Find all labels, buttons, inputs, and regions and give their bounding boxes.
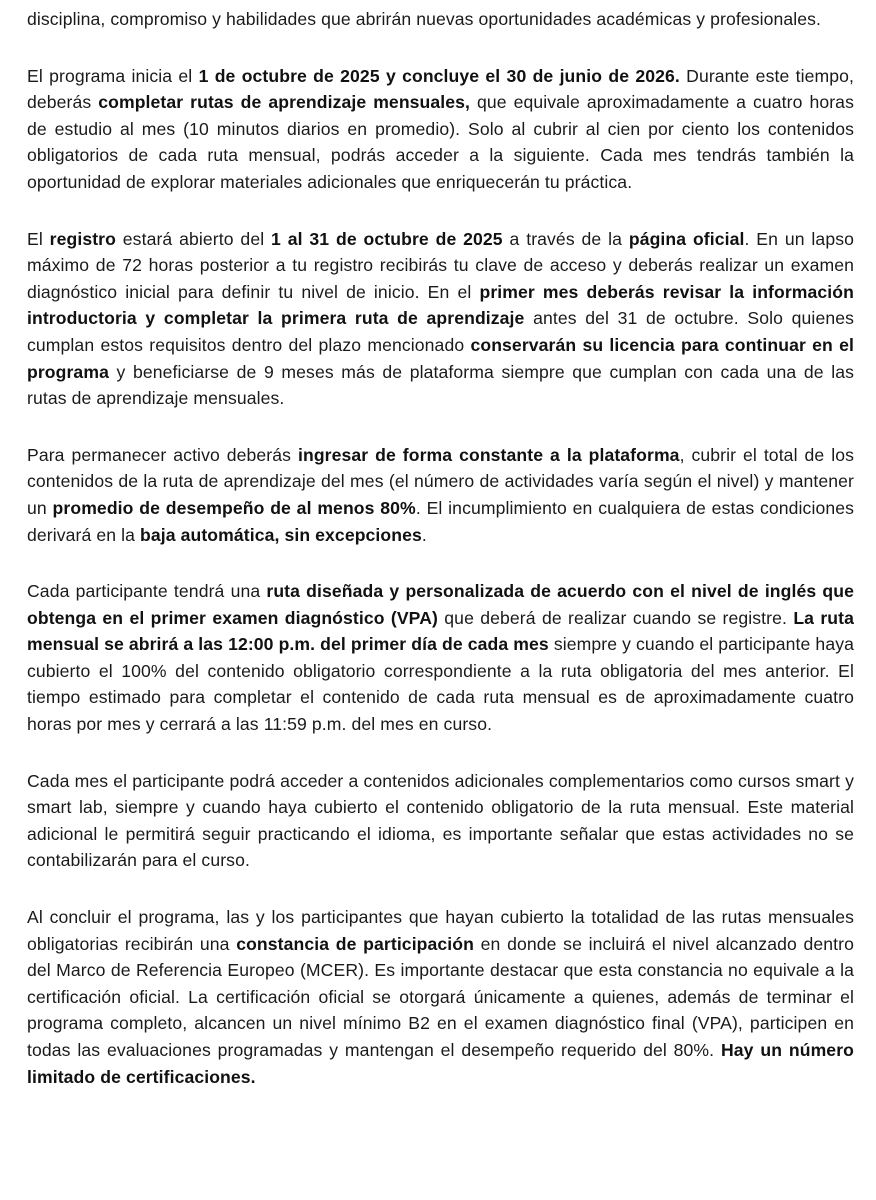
text-run: Cada participante tendrá una bbox=[27, 581, 267, 602]
bold-text: ruta diseñada y personalizada de acuerdo con el nivel de inglés que obtenga en el primer examen diagnóstico (VPA) bbox=[27, 581, 854, 628]
bold-text: ingresar de forma constante a la plataforma bbox=[297, 444, 680, 465]
bold-text: completar rutas de aprendizaje mensuales, bbox=[98, 92, 471, 113]
paragraph-2 bbox=[27, 63, 854, 196]
paragraph-7 bbox=[27, 904, 854, 1090]
bold-text: promedio de desempeño de al menos 80% bbox=[52, 497, 416, 518]
text-run: Cada mes el participante podrá acceder a contenidos adicionales complementarios como cursos smart y smart lab, siempre y cuando haya cubierto el contenido obligatorio de la ruta mensual. Este material adicional le permitirá seguir practicando el idioma, es importante señalar que estas actividades no se contabilizarán para el curso. bbox=[27, 770, 854, 871]
paragraph-6 bbox=[27, 768, 854, 874]
bold-text: 1 de octubre de 2025 y concluye el 30 de junio de 2026. bbox=[198, 65, 680, 86]
bold-text: baja automática, sin excepciones bbox=[140, 524, 422, 545]
text-run: a través de la bbox=[502, 228, 629, 249]
paragraph-1 bbox=[27, 6, 854, 33]
paragraph-5 bbox=[27, 578, 854, 738]
text-run: y beneficiarse de 9 meses más de plataforma siempre que cumplan con cada una de las rutas de aprendizaje mensuales. bbox=[27, 361, 854, 409]
text-run: . bbox=[421, 524, 427, 545]
text-run: siempre y cuando el participante haya cubierto el 100% del contenido obligatorio correspondiente a la ruta obligatoria del mes anterior. El tiempo estimado para completar el contenido de cada ruta mensual es de aproximadamente cuatro horas por mes y cerrará a las 11:59 p.m. del mes en curso. bbox=[27, 634, 854, 735]
text-run: disciplina, compromiso y habilidades que abrirán nuevas oportunidades académicas y profesionales. bbox=[27, 9, 822, 29]
text-run: en donde se incluirá el nivel alcanzado dentro del Marco de Referencia Europeo (MCER). Es importante destacar que esta constancia no equivale a la certificación oficial. La certificación oficial se otorgará únicamente a quienes, además de terminar el programa completo, alcancen un nivel mínimo B2 en el examen diagnóstico final (VPA), participen en todas las evaluaciones programadas y mantengan el desempeño requerido del 80%. bbox=[27, 933, 854, 1060]
text-run: Para permanecer activo deberás bbox=[27, 444, 298, 465]
text-run: que deberá de realizar cuando se registre. bbox=[437, 607, 794, 628]
text-run: . El incumplimiento en cualquiera de estas condiciones derivará en la bbox=[27, 497, 855, 545]
text-run: que equivale aproximadamente a cuatro horas de estudio al mes (10 minutos diarios en promedio). Solo al cubrir al cien por ciento los contenidos obligatorios de cada ruta mensual, podrás acceder a la siguiente. Cada mes tendrás también la oportunidad de explorar materiales adicionales que enriquecerán tu práctica. bbox=[27, 92, 854, 192]
text-run: . En un lapso máximo de 72 horas posterior a tu registro recibirás tu clave de acceso y deberás realizar un examen diagnóstico inicial para definir tu nivel de inicio. En el bbox=[27, 228, 854, 302]
bold-text: registro bbox=[49, 228, 116, 249]
text-run: antes del 31 de octubre. Solo quienes cumplan estos requisitos dentro del plazo mencionado bbox=[27, 308, 854, 355]
bold-text: 1 al 31 de octubre de 2025 bbox=[271, 228, 503, 249]
paragraph-4 bbox=[27, 442, 854, 548]
bold-text: Hay un número limitado de certificaciones. bbox=[27, 1040, 854, 1087]
bold-text: primer mes deberás revisar la información introductoria y completar la primera ruta de aprendizaje bbox=[27, 281, 854, 329]
bold-text: conservarán su licencia para continuar en el programa bbox=[27, 334, 854, 382]
bold-text: constancia de participación bbox=[236, 933, 474, 954]
text-run: El bbox=[27, 228, 50, 249]
paragraph-3 bbox=[27, 226, 854, 412]
text-run: estará abierto del bbox=[115, 228, 272, 249]
text-run: , cubrir el total de los contenidos de la ruta de aprendizaje del mes (el número de actividades varía según el nivel) y mantener un bbox=[27, 444, 854, 518]
text-run: El programa inicia el bbox=[27, 65, 199, 86]
bold-text: página oficial bbox=[628, 228, 745, 249]
text-run: Al concluir el programa, las y los participantes que hayan cubierto la totalidad de las rutas mensuales obligatorias recibirán una bbox=[27, 907, 854, 954]
text-run: Durante este tiempo, deberás bbox=[27, 65, 854, 113]
bold-text: La ruta mensual se abrirá a las 12:00 p.m. del primer día de cada mes bbox=[27, 607, 854, 655]
